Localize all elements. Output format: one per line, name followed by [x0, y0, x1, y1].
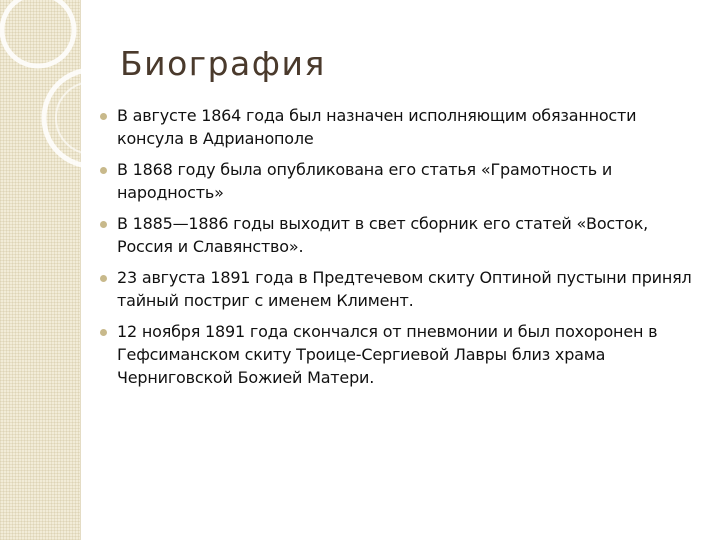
bullet-item [100, 212, 708, 258]
slide-title: Биография [120, 44, 326, 83]
bullet-item [100, 104, 708, 150]
bullet-item [100, 320, 708, 389]
bullet-text: 12 ноября 1891 года скончался от пневмонии и был похоронен в Гефсиманском скиту Троице-Сергиевой Лавры близ храма Черниговской Божией Матери. [117, 322, 658, 387]
bullet-text: В августе 1864 года был назначен исполняющим обязанности консула в Адрианополе [117, 106, 637, 148]
bullet-dot-icon [100, 167, 107, 174]
bullet-dot-icon [100, 221, 107, 228]
bullet-item [100, 266, 708, 312]
bullet-dot-icon [100, 113, 107, 120]
bullet-text: В 1868 году была опубликована его статья «Грамотность и народность» [117, 160, 613, 202]
bullet-dot-icon [100, 275, 107, 282]
bullet-dot-icon [100, 329, 107, 336]
bullet-item [100, 158, 708, 204]
bullet-text: В 1885—1886 годы выходит в свет сборник его статей «Восток, Россия и Славянство». [117, 214, 649, 256]
bullet-list [100, 104, 708, 397]
bullet-text: 23 августа 1891 года в Предтечевом скиту Оптиной пустыни принял тайный постриг с именем Климент. [117, 268, 692, 310]
